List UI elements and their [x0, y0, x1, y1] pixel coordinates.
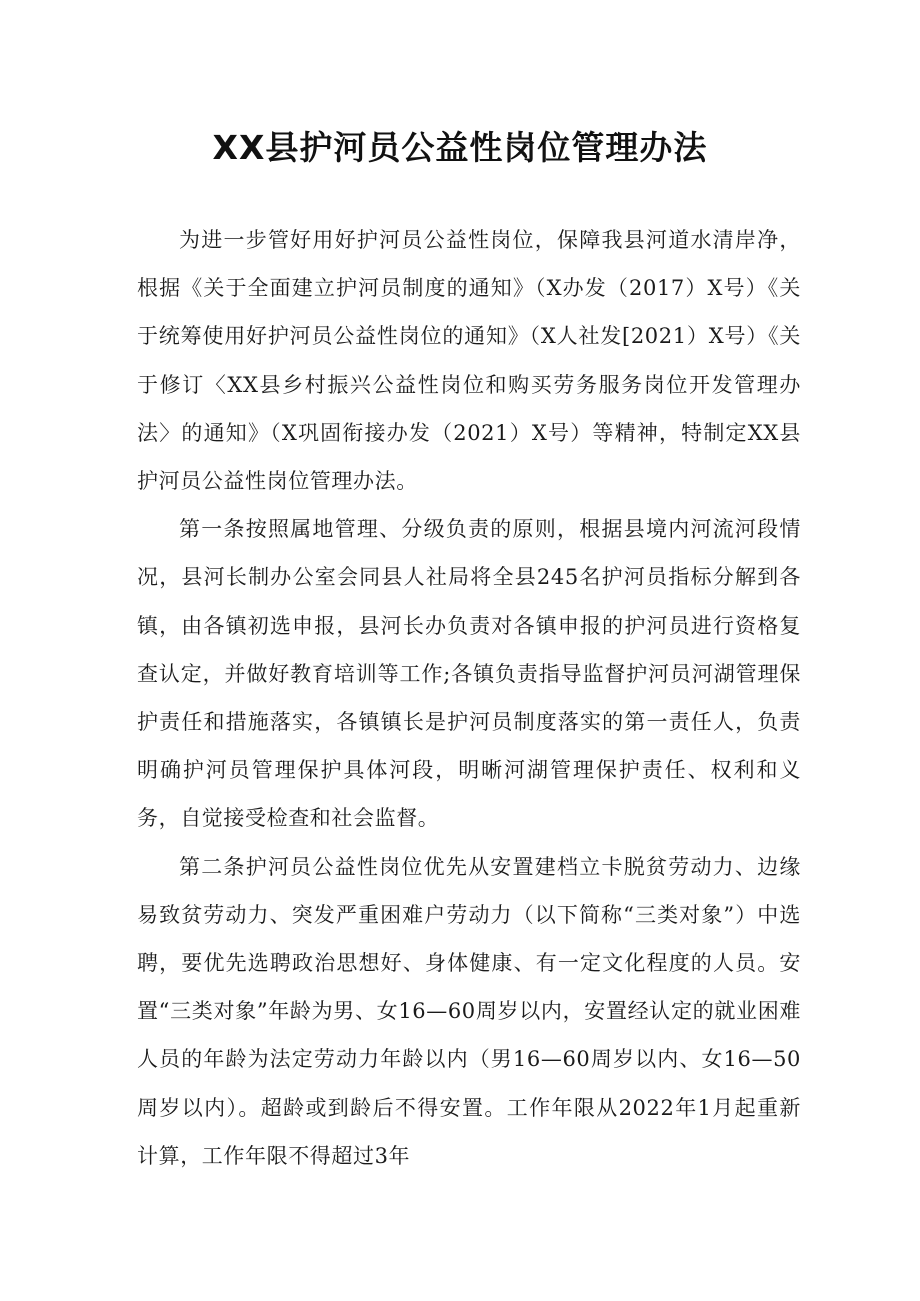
paragraph-preamble: 为进一步管好用好护河员公益性岗位，保障我县河道水清岸净，根据《关于全面建立护河员制度的通知》（X办发（2017）X号）《关于统筹使用好护河员公益性岗位的通知》（X人社发[2021）X号）《关于修订〈XX县乡村振兴公益性岗位和购买劳务服务岗位开发管理办法〉的通知》（X巩固衔接办发（2021）X号）等精神，特制定XX县护河员公益性岗位管理办法。	[137, 228, 801, 494]
document-body	[137, 216, 801, 1180]
document-title: XX县护河员公益性岗位管理办法	[212, 128, 708, 167]
paragraph-article-2: 第二条护河员公益性岗位优先从安置建档立卡脱贫劳动力、边缘易致贫劳动力、突发严重困难户劳动力（以下简称“三类对象”）中选聘，要优先选聘政治思想好、身体健康、有一定文化程度的人员。安置“三类对象”年龄为男、女16—60周岁以内，安置经认定的就业困难人员的年龄为法定劳动力年龄以内（男16—60周岁以内、女16—50周岁以内）。超龄或到龄后不得安置。工作年限从2022年1月起重新计算，工作年限不得超过3年	[137, 854, 801, 1168]
paragraph-article-1: 第一条按照属地管理、分级负责的原则，根据县境内河流河段情况，县河长制办公室会同县人社局将全县245名护河员指标分解到各镇，由各镇初选申报，县河长办负责对各镇申报的护河员进行资格复查认定，并做好教育培训等工作;各镇负责指导监督护河员河湖管理保护责任和措施落实，各镇镇长是护河员制度落实的第一责任人，负责明确护河员管理保护具体河段，明晰河湖管理保护责任、权利和义务，自觉接受检查和社会监督。	[137, 517, 801, 831]
